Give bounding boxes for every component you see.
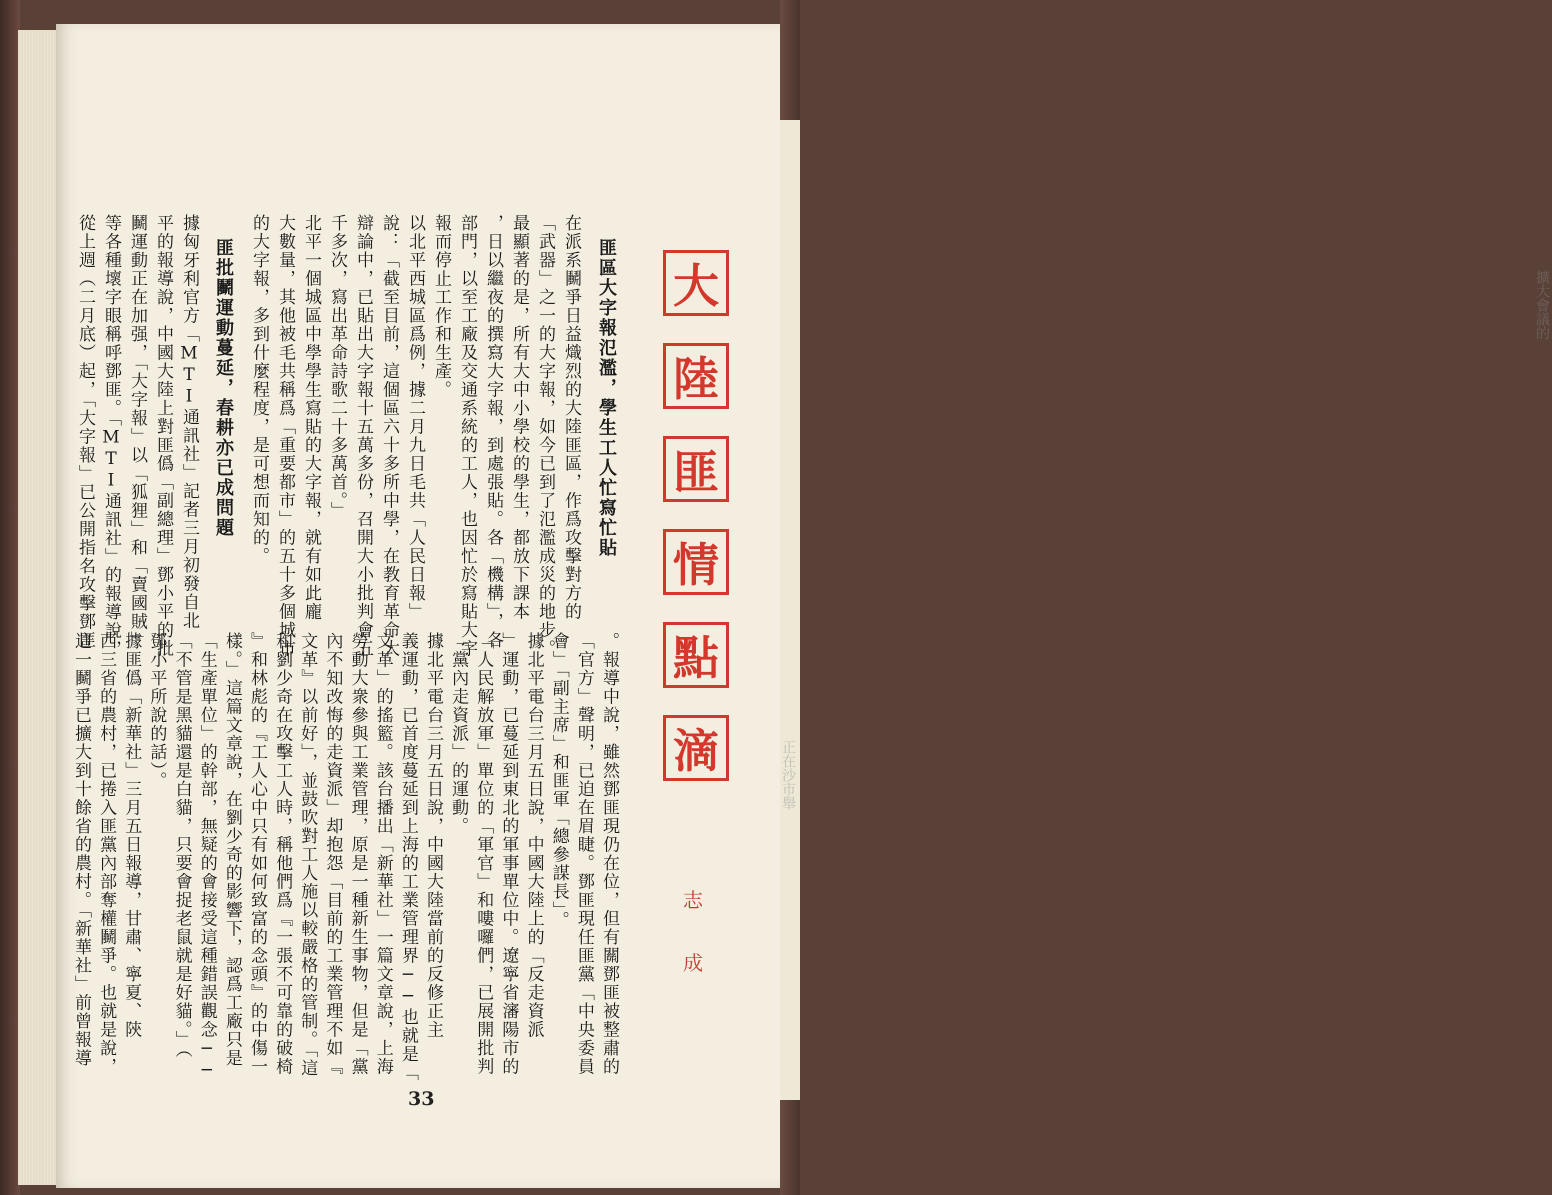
article1-line: 的大字報，多到什麼程度，是可想而知的。 <box>249 214 269 566</box>
continuation-line: 「不管是黑貓還是白貓，只要會捉老鼠就是好貓。」（ <box>171 632 192 1059</box>
title-char: 點 <box>663 622 729 688</box>
article2-line: 從上週（二月底）起，「大字報」已公開指名攻擊鄧匪 <box>75 214 95 650</box>
continuation-line: 內不知改悔的走資派」却抱怨「目前的工業管理不如『 <box>322 632 343 1076</box>
title-char: 陸 <box>663 343 729 409</box>
title-char: 情 <box>663 529 729 595</box>
continuation-line: 「人民解放軍」單位的「軍官」和嘍囉們，已展開批判 <box>473 632 494 1076</box>
continuation-line: 會」「副主席」和匪軍「總參謀長」。 <box>548 632 569 930</box>
page-number: 33 <box>408 1088 435 1110</box>
continuation-line: 」運動，已蔓延到東北的軍事單位中。遼寧省瀋陽市的 <box>498 632 519 1076</box>
continuation-line: 文革」的搖籃。該台播出「新華社」一篇文章說，上海 <box>372 632 393 1076</box>
author-char: 志 <box>683 888 703 912</box>
article1-line: 千多次，寫出革命詩歌二十多萬首。」 <box>327 214 347 520</box>
continuation-line: 西三省的農村，已捲入匪黨內部奪權鬭爭。也就是說， <box>96 632 117 1076</box>
continuation-line: 和劉少奇在攻擊工人時，稱他們爲『一張不可靠的破椅 <box>272 632 293 1076</box>
article1-line: 大數量，其他被毛共稱爲「重要都市」的五十多個城市 <box>275 214 295 658</box>
continuation-line: 勞動大衆參與工業管理，原是一種新生事物，但是「黨 <box>347 632 368 1076</box>
article1-line: 報而停止工作和生產。 <box>431 214 451 399</box>
article2-heading: 匪批鬭運動蔓延，春耕亦已成問題 <box>213 238 234 538</box>
article1-line: 最顯著的是，所有大中小學校的學生，都放下課本 <box>509 214 529 621</box>
continuation-line: 「生產單位」的幹部，無疑的會接受這種錯誤觀念── <box>196 632 217 1082</box>
title-char: 匪 <box>663 436 729 502</box>
continuation-line: 文革』以前好」，並鼓吹對工人施以較嚴格的管制。「這 <box>297 632 318 1078</box>
article1-line: ，日以繼夜的撰寫大字報，到處張貼。各「機構」，各 <box>483 214 503 650</box>
article1-line: 以北平西城區爲例，據二月九日毛共「人民日報」 <box>405 214 425 621</box>
continuation-line: 「官方」聲明，已迫在眉睫。鄧匪現任匪黨「中央委員 <box>573 632 594 1076</box>
next-page-text: 擴大會議的 <box>1534 270 1550 340</box>
next-page-text: 正在沙市舉 <box>780 740 796 810</box>
continuation-line: 樣。」這篇文章說，在劉少奇的影響下，認爲工廠只是 <box>221 632 242 1068</box>
page-edges <box>18 30 56 1185</box>
continuation-line: 據北平電台三月五日說，中國大陸當前的反修正主 <box>423 632 443 1039</box>
title-char: 大 <box>663 250 729 316</box>
article1-line: 「武器」之一的大字報，如今已到了氾濫成災的地步。 <box>535 214 555 658</box>
article2-line: 據匈牙利官方「MTI通訊社」記者三月初發自北 <box>179 214 199 630</box>
article1-line: 部門，以至工廠及交通系統的工人，也因忙於寫貼大字 <box>457 214 477 658</box>
book-cover-left <box>0 0 20 1195</box>
article1-line: 在派系鬭爭日益熾烈的大陸匪區，作爲攻擊對方的 <box>561 214 581 621</box>
continuation-line: 鄧小平所說的話）。 <box>146 632 167 790</box>
article1-line: 辯論中，已貼出大字報十五萬多份，召開大小批判會五 <box>353 214 373 658</box>
article2-line: 等各種壞字眼稱呼鄧匪。「MTI通訊社」的報導說， <box>101 214 121 659</box>
article1-heading: 匪區大字報氾濫，學生工人忙寫忙貼 <box>596 238 617 558</box>
author-char: 成 <box>683 951 703 975</box>
continuation-line: 義運動，已首度蔓延到上海的工業管理界──也就是「 <box>397 632 418 1082</box>
continuation-line: 這一鬭爭已擴大到十餘省的農村。「新華社」前曾報導 <box>71 632 91 1068</box>
title-char: 滴 <box>663 715 729 781</box>
continuation-line: 「黨內走資派」的運動。 <box>448 632 469 836</box>
continuation-line: 』和林彪的『工人心中只有如何致富的念頭』的中傷一 <box>247 632 267 1076</box>
article1-line: 說：「截至目前，這個區六十多所中學，在教育革命大 <box>379 214 399 658</box>
continuation-line: 據北平電台三月五日說，中國大陸上的「反走資派 <box>523 632 544 1039</box>
continuation-line: 據匪僞「新華社」三月五日報導，甘肅、寧夏、陝 <box>121 632 142 1039</box>
continuation-line: 。報導中說，雖然鄧匪現仍在位，但有關鄧匪被整肅的 <box>599 632 619 1076</box>
article1-line: 北平一個城區中學學生寫貼的大字報，就有如此龐 <box>301 214 321 621</box>
article2-line: 平的報導說，中國大陸上對匪僞「副總理」鄧小平的批 <box>153 214 173 658</box>
article2-line: 鬭運動正在加强，「大字報」以「狐狸」和「賣國賊」 <box>127 214 147 650</box>
